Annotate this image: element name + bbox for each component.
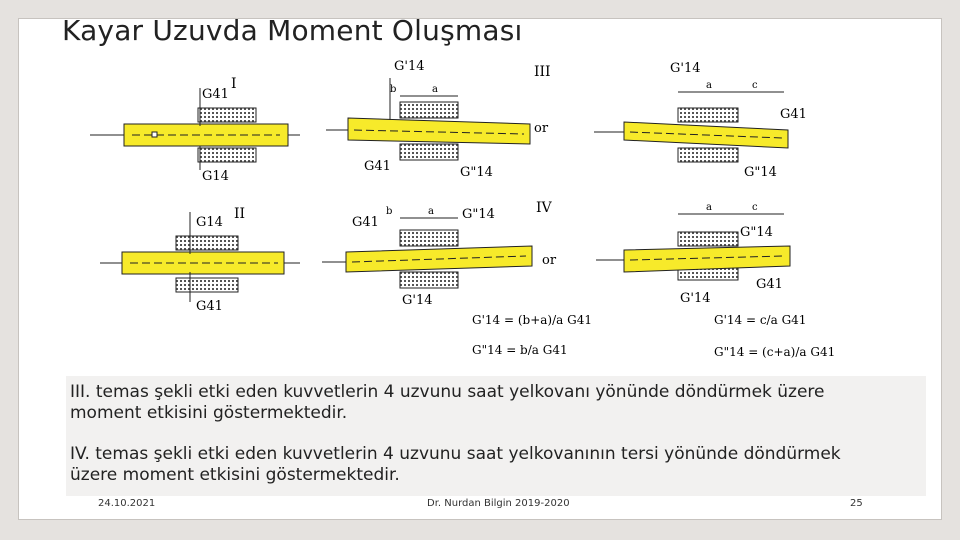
- dim-a-ivc: a: [706, 202, 712, 213]
- formula-1: G'14 = (b+a)/a G41: [472, 313, 592, 327]
- force-label-g14-prime-iii: G'14: [394, 59, 425, 74]
- force-label-g14-prime-ivc: G'14: [680, 291, 711, 306]
- or-label-iii: or: [534, 121, 549, 136]
- dim-a-iv: a: [428, 206, 434, 217]
- page-number: 25: [850, 498, 863, 509]
- formula-3: G'14 = c/a G41: [714, 313, 807, 327]
- force-label-g14-prime-iiic: G'14: [670, 61, 701, 76]
- case-4c-diagram: [596, 202, 790, 306]
- footer-author: Dr. Nurdan Bilgin 2019-2020: [427, 498, 570, 509]
- roman-label-3: III: [534, 64, 551, 80]
- case-3-diagram: [326, 59, 551, 180]
- case-4-diagram: [322, 200, 557, 308]
- paragraph-case-iii: III. temas şekli etki eden kuvvetlerin 4 uzvunu saat yelkovanı yönünde döndürmek üzere moment etkisini göstermektedir.: [70, 382, 825, 423]
- force-label-g14: G14: [202, 169, 229, 184]
- force-label-g14-dprime-ivc: G"14: [740, 225, 773, 240]
- force-label-g41-iii: G41: [364, 159, 391, 174]
- case-1-diagram: [90, 76, 300, 184]
- dim-a-iii: a: [432, 84, 438, 95]
- dim-c-ivc: c: [752, 202, 758, 213]
- mechanism-figure: [80, 52, 836, 377]
- footer-date: 24.10.2021: [98, 498, 156, 509]
- force-label-g14-prime-iv: G'14: [402, 293, 433, 308]
- force-label-g14-case2: G14: [196, 215, 223, 230]
- dim-a-iiic: a: [706, 80, 712, 91]
- roman-label-1: I: [231, 76, 237, 92]
- force-label-g14-dprime-iiic: G"14: [744, 165, 777, 180]
- force-label-g41-iv: G41: [352, 215, 379, 230]
- force-label-g41: G41: [202, 87, 229, 102]
- force-label-g41-ivc: G41: [756, 277, 783, 292]
- page-title: Kayar Uzuvda Moment Oluşması: [62, 14, 523, 47]
- case-2-diagram: [100, 206, 300, 314]
- dim-b-iii: b: [390, 84, 397, 95]
- formula-4: G"14 = (c+a)/a G41: [714, 345, 836, 359]
- dim-b-iv: b: [386, 206, 393, 217]
- force-label-g41-iiic: G41: [780, 107, 807, 122]
- paragraph-case-iv: IV. temas şekli etki eden kuvvetlerin 4 uzvunu saat yelkovanının tersi yönünde döndürmek üzere moment etkisini göstermektedir.: [70, 444, 841, 485]
- force-label-g14-dprime-iv: G"14: [462, 207, 495, 222]
- or-label-iv: or: [542, 253, 557, 268]
- force-label-g14-dprime-iii: G"14: [460, 165, 493, 180]
- text-box: [66, 376, 926, 496]
- roman-label-4: IV: [536, 200, 552, 216]
- formula-2: G"14 = b/a G41: [472, 343, 568, 357]
- case-3c-diagram: [594, 61, 807, 180]
- dim-c-iiic: c: [752, 80, 758, 91]
- force-label-g41-case2: G41: [196, 299, 223, 314]
- roman-label-2: II: [234, 206, 246, 222]
